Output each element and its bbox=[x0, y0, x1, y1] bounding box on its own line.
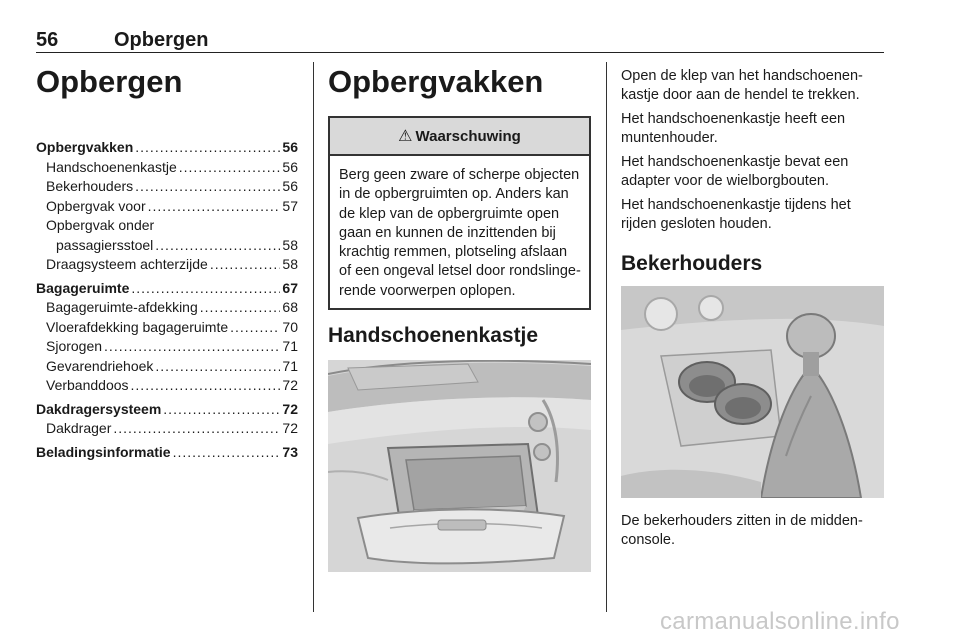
glovebox-paragraphs bbox=[621, 67, 887, 234]
toc-leader-dots bbox=[210, 255, 281, 275]
toc-entry-page: 56 bbox=[282, 158, 298, 175]
toc-entry-page: 72 bbox=[282, 377, 298, 393]
text-column bbox=[621, 62, 887, 555]
toc-entry-label: passagiersstoel bbox=[56, 236, 154, 253]
subsection-title-bekerhouders: Bekerhouders bbox=[621, 252, 763, 275]
toc-entry-page: 72 bbox=[282, 420, 298, 436]
page-header bbox=[36, 28, 884, 53]
toc-leader-dots bbox=[200, 298, 281, 318]
toc-leader-dots bbox=[155, 357, 280, 377]
toc-leader-dots bbox=[155, 236, 280, 256]
toc-leader-dots bbox=[148, 197, 281, 217]
toc-entry bbox=[36, 177, 298, 197]
toc-leader-dots bbox=[113, 419, 280, 439]
cupholder-image bbox=[621, 286, 884, 498]
paragraph: Het handschoenenkastje heeft een muntenhouder. bbox=[621, 111, 846, 146]
toc-entry-page: 56 bbox=[282, 178, 298, 194]
watermark-text: carmanualsonline.info bbox=[660, 608, 900, 635]
toc-entry-label: Vloerafdekking bagageruimte bbox=[46, 318, 229, 335]
toc-entry-label: Draagsysteem achterzijde bbox=[46, 256, 208, 272]
toc-entry-page: 58 bbox=[282, 236, 298, 253]
toc-entry-page: 71 bbox=[282, 357, 298, 374]
toc-entry-label: Beladingsinformatie bbox=[36, 443, 171, 460]
toc-leader-dots bbox=[173, 443, 281, 463]
warning-heading: Waarschuwing bbox=[415, 127, 521, 145]
toc-section-entry bbox=[36, 443, 298, 463]
toc-section-entry bbox=[36, 138, 298, 158]
toc-entry bbox=[36, 255, 298, 275]
warning-triangle-icon: ⚠ bbox=[398, 128, 413, 145]
toc-leader-dots bbox=[230, 318, 280, 338]
toc-leader-dots bbox=[131, 376, 281, 396]
toc-entry bbox=[36, 318, 298, 338]
toc-column bbox=[36, 62, 298, 462]
toc-entry-label: Handschoenenkastje bbox=[46, 158, 177, 175]
toc-entry-label: Opbergvak onder bbox=[46, 217, 155, 233]
toc-entry bbox=[36, 216, 298, 236]
toc-entry-page: 71 bbox=[282, 338, 298, 354]
toc-entry-label: Bagageruimte-afdekking bbox=[46, 299, 198, 315]
toc-entry-page: 57 bbox=[282, 197, 298, 214]
toc-entry bbox=[36, 298, 298, 318]
toc-entry-page: 56 bbox=[282, 139, 298, 155]
warning-text: Berg geen zware of scherpe objecten in de opbergruimten op. Anders kan de klep van de opbergruimte open gaan en kunnen de inzittenden bij krachtig remmen, plotseling afslaan of een ongeval letsel door rondslingerende voorwerpen oplopen. bbox=[339, 167, 581, 299]
toc-entry-page: 58 bbox=[282, 256, 298, 272]
toc-entry bbox=[36, 357, 298, 377]
toc-entry-label: Opbergvak voor bbox=[46, 197, 146, 214]
toc-leader-dots bbox=[135, 177, 280, 197]
toc-leader-dots bbox=[131, 279, 280, 299]
table-of-contents bbox=[36, 138, 298, 462]
toc-entry bbox=[36, 419, 298, 439]
chapter-title: Opbergen bbox=[36, 64, 183, 99]
toc-entry-label: Dakdrager bbox=[46, 420, 112, 436]
column-divider-1 bbox=[313, 62, 314, 612]
toc-entry-label: Verbanddoos bbox=[46, 377, 129, 393]
toc-leader-dots bbox=[135, 138, 280, 158]
toc-entry-page: 70 bbox=[282, 318, 298, 335]
toc-entry-label: Sjorogen bbox=[46, 338, 103, 354]
toc-entry-label: Bagageruimte bbox=[36, 279, 130, 296]
toc-entry-label: Bekerhouders bbox=[46, 178, 134, 194]
toc-entry-page: 73 bbox=[282, 443, 298, 460]
toc-entry bbox=[36, 236, 298, 256]
paragraph: Het handschoenenkastje tijdens het rijden gesloten houden. bbox=[621, 197, 851, 232]
toc-entry-label: Dakdragersysteem bbox=[36, 400, 162, 417]
column-divider-2 bbox=[606, 62, 607, 612]
warning-box bbox=[328, 116, 591, 310]
paragraph: Open de klep van het handschoenenkastje door aan de hendel te trekken. bbox=[621, 68, 863, 103]
header-title: Opbergen bbox=[114, 29, 209, 51]
toc-entry bbox=[36, 337, 298, 357]
toc-leader-dots bbox=[104, 337, 280, 357]
toc-entry-page: 72 bbox=[282, 400, 298, 417]
toc-leader-dots bbox=[179, 158, 281, 178]
toc-entry-label: Gevarendriehoek bbox=[46, 357, 154, 374]
warning-header bbox=[330, 118, 589, 156]
toc-entry bbox=[36, 197, 298, 217]
paragraph: Het handschoenenkastje bevat een adapter voor de wielborgbouten. bbox=[621, 154, 849, 189]
glovebox-image bbox=[328, 360, 591, 572]
section-title-opbergvakken: Opbergvakken bbox=[328, 64, 544, 99]
toc-section-entry bbox=[36, 400, 298, 420]
cupholder-caption: De bekerhouders zitten in de middenconsole. bbox=[621, 513, 863, 548]
subsection-title-handschoenenkastje: Handschoenenkastje bbox=[328, 324, 539, 348]
toc-entry-page: 68 bbox=[282, 299, 298, 315]
page-number: 56 bbox=[36, 29, 59, 51]
toc-entry-label: Opbergvakken bbox=[36, 139, 134, 155]
toc-leader-dots bbox=[163, 400, 280, 420]
toc-entry-page: 67 bbox=[282, 279, 298, 296]
toc-entry bbox=[36, 376, 298, 396]
toc-section-entry bbox=[36, 279, 298, 299]
storage-column bbox=[328, 62, 591, 572]
toc-entry bbox=[36, 158, 298, 178]
